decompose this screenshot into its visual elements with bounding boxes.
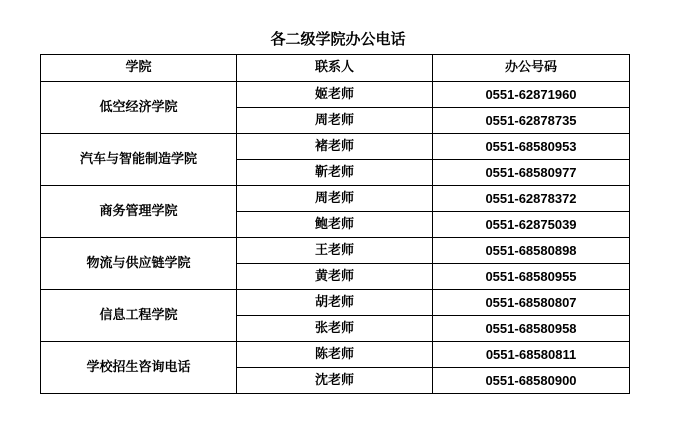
contacts-table [40, 54, 630, 394]
college-name: 低空经济学院 [41, 82, 237, 134]
contact-person: 姬老师 [237, 82, 433, 108]
college-name: 信息工程学院 [41, 290, 237, 342]
contact-phone: 0551-68580807 [433, 290, 630, 316]
college-name: 商务管理学院 [41, 186, 237, 238]
contact-person: 沈老师 [237, 368, 433, 394]
header-phone: 办公号码 [433, 55, 630, 82]
table-row [41, 238, 630, 264]
contact-phone: 0551-68580898 [433, 238, 630, 264]
table-row [41, 342, 630, 368]
table-header-row [41, 55, 630, 82]
header-college: 学院 [41, 55, 237, 82]
contact-person: 胡老师 [237, 290, 433, 316]
contact-person: 王老师 [237, 238, 433, 264]
contact-phone: 0551-68580953 [433, 134, 630, 160]
college-name: 学校招生咨询电话 [41, 342, 237, 394]
table-row [41, 186, 630, 212]
college-name: 汽车与智能制造学院 [41, 134, 237, 186]
contact-person: 黄老师 [237, 264, 433, 290]
college-name: 物流与供应链学院 [41, 238, 237, 290]
contact-person: 褚老师 [237, 134, 433, 160]
contact-phone: 0551-68580811 [433, 342, 630, 368]
contact-person: 靳老师 [237, 160, 433, 186]
document-title: 各二级学院办公电话 [270, 30, 406, 48]
contact-person: 周老师 [237, 186, 433, 212]
contact-person: 陈老师 [237, 342, 433, 368]
contact-phone: 0551-62875039 [433, 212, 630, 238]
contact-person: 鲍老师 [237, 212, 433, 238]
contact-phone: 0551-68580977 [433, 160, 630, 186]
table-row [41, 290, 630, 316]
contact-person: 张老师 [237, 316, 433, 342]
contact-phone: 0551-62878735 [433, 108, 630, 134]
contact-phone: 0551-62878372 [433, 186, 630, 212]
table-row [41, 134, 630, 160]
contact-phone: 0551-62871960 [433, 82, 630, 108]
header-contact: 联系人 [237, 55, 433, 82]
table-row [41, 82, 630, 108]
contact-phone: 0551-68580958 [433, 316, 630, 342]
contact-person: 周老师 [237, 108, 433, 134]
contact-phone: 0551-68580955 [433, 264, 630, 290]
contact-phone: 0551-68580900 [433, 368, 630, 394]
